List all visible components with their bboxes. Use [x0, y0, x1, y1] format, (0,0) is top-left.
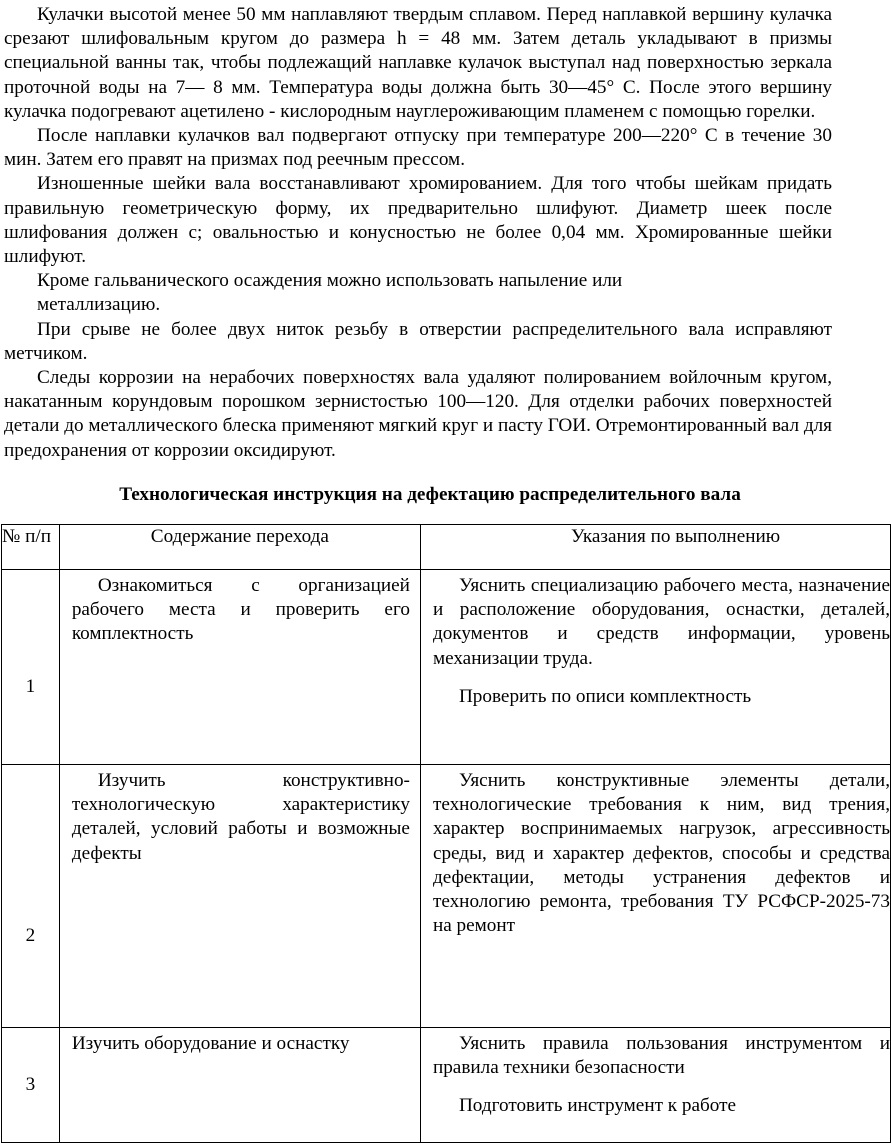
step-text: Изучить оборудование и оснастку	[71, 1033, 350, 1054]
row-number: 3	[2, 1028, 60, 1143]
table-row	[2, 765, 891, 1028]
table-row	[2, 570, 891, 765]
step-text: Изучить конструктивно-технологическую характеристику деталей, условий работы и возможные дефекты	[71, 770, 410, 864]
row-number: 2	[2, 765, 60, 1028]
instruction-heading: Технологическая инструкция на дефектацию распределительного вала	[119, 484, 741, 505]
note-text: Уяснить правила пользования инструментом и правила техники безопасности	[432, 1033, 890, 1079]
header-step: Содержание перехода	[59, 525, 420, 570]
paragraph-chroming: Изношенные шейки вала восстанавливают хромированием. Для того чтобы шейкам придать правильную геометрическую форму, их предварительно шлифуют. Диаметр шеек после шлифования должен с; овальностью и конусностью не более 0,04 мм. Хромированные шейки шлифуют.	[4, 173, 832, 268]
step-text: Ознакомиться с организацией рабочего места и проверить его комплектность	[71, 575, 410, 645]
header-note: Указания по выполнению	[420, 525, 890, 570]
step-content	[59, 1028, 420, 1143]
note-text-extra: Подготовить инструмент к работе	[458, 1095, 737, 1117]
header-num: № п/п	[2, 525, 60, 570]
body-text	[4, 3, 832, 463]
table-row	[2, 1028, 891, 1143]
note-text: Уяснить специализацию рабочего места, назначение и расположение оборудования, оснастки, деталей, документов и средств информации, уровень механизации труда.	[432, 575, 890, 669]
table-header-row	[2, 525, 891, 570]
defect-instruction-table	[1, 524, 891, 1143]
note-text: Уяснить конструктивные элементы детали, технологические требования к ним, вид трения, характер воспринимаемых нагрузок, агрессивность среды, вид и характер дефектов, способы и средства дефектации, методы устранения дефектов и технологию ремонта, требования ТУ РСФСР-2025-73 на ремонт	[432, 770, 890, 937]
step-content	[59, 570, 420, 765]
note-text-extra: Проверить по описи комплектность	[458, 685, 752, 707]
paragraph-welding: Кулачки высотой менее 50 мм наплавляют твердым сплавом. Перед наплавкой вершину кулачка срезают шлифовальным кругом до размера h = 48 мм. Затем деталь укладывают в призмы специальной ванны так, чтобы подлежащий наплавке кулачок выступал над поверхностью зеркала проточной воды на 7— 8 мм. Температура воды должна быть 30—45° С. После этого вершину кулачка подогревают ацетилено - кислородным науглероживающим пламенем с помощью горелки.	[4, 4, 832, 122]
row-number: 1	[2, 570, 60, 765]
paragraph-metallization: Кроме гальванического осаждения можно использовать напыление или металлизацию.	[37, 270, 623, 316]
step-content	[59, 765, 420, 1028]
paragraph-corrosion: Следы коррозии на нерабочих поверхностях вала удаляют полированием войлочным кругом, накатанным корундовым порошком зернистостью 100—120. Для отделки рабочих поверхностей детали до металлического блеска применяют мягкий круг и пасту ГОИ. Отремонтированный вал для предохранения от коррозии оксидируют.	[4, 367, 833, 461]
paragraph-thread-repair: При срыве не более двух ниток резьбу в отверстии распределительного вала исправляют метчиком.	[4, 318, 832, 364]
note-content	[420, 765, 890, 1028]
note-content	[420, 570, 890, 765]
paragraph-tempering: После наплавки кулачков вал подвергают отпуску при температуре 200—220° С в течение 30 мин. Затем его правят на призмах под реечным прессом.	[4, 125, 832, 171]
note-content	[420, 1028, 890, 1143]
